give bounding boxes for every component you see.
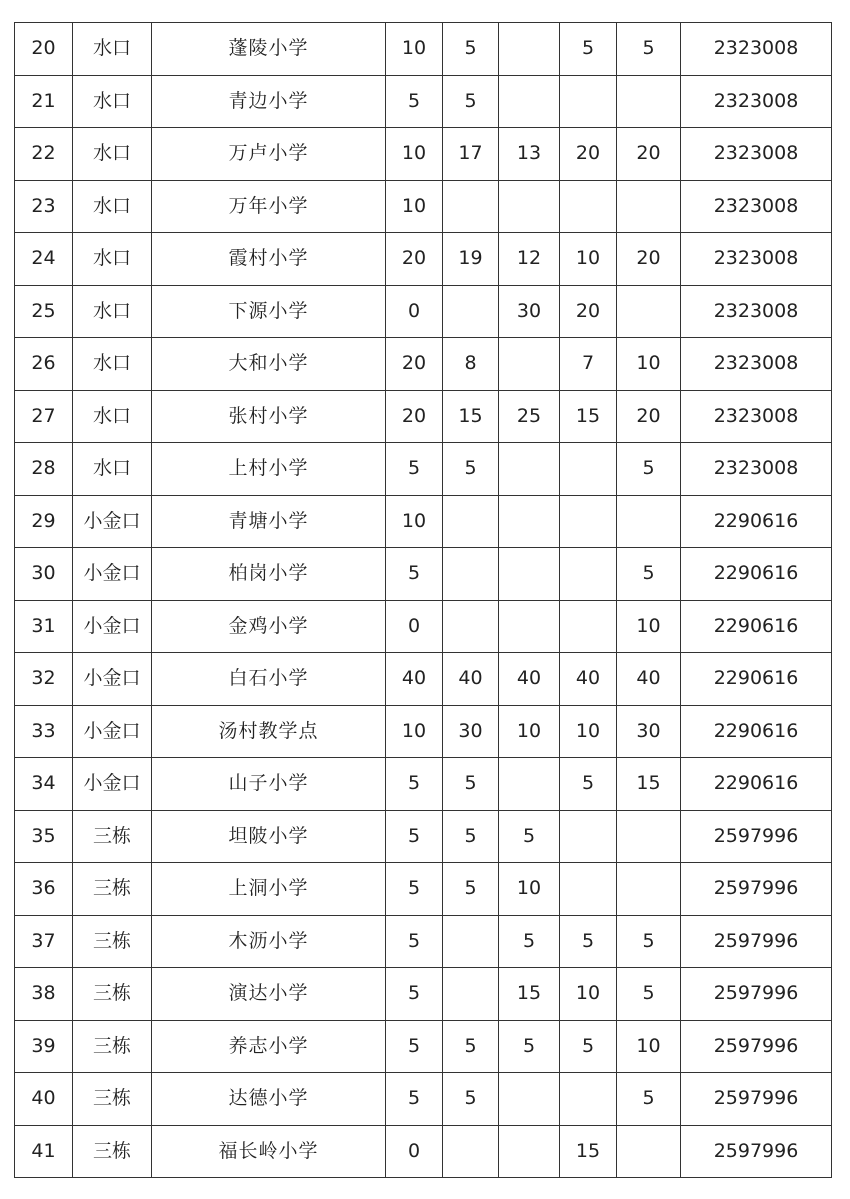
row-number-cell: 20 bbox=[15, 23, 73, 76]
value-1-cell: 5 bbox=[386, 863, 443, 916]
value-4-cell: 15 bbox=[560, 390, 617, 443]
value-1-cell: 5 bbox=[386, 443, 443, 496]
code-cell: 2323008 bbox=[681, 390, 832, 443]
value-3-cell: 12 bbox=[499, 233, 560, 286]
school-name-cell: 汤村教学点 bbox=[152, 705, 386, 758]
town-cell: 水口 bbox=[73, 390, 152, 443]
value-3-cell bbox=[499, 1073, 560, 1126]
school-name-cell: 福长岭小学 bbox=[152, 1125, 386, 1178]
value-2-cell: 19 bbox=[443, 233, 499, 286]
value-5-cell: 5 bbox=[617, 1073, 681, 1126]
code-cell: 2290616 bbox=[681, 653, 832, 706]
value-2-cell: 17 bbox=[443, 128, 499, 181]
row-number-cell: 22 bbox=[15, 128, 73, 181]
value-4-cell bbox=[560, 180, 617, 233]
value-3-cell: 30 bbox=[499, 285, 560, 338]
value-3-cell bbox=[499, 600, 560, 653]
code-cell: 2597996 bbox=[681, 863, 832, 916]
table-row bbox=[15, 233, 832, 286]
row-number-cell: 27 bbox=[15, 390, 73, 443]
table-row bbox=[15, 548, 832, 601]
town-cell: 水口 bbox=[73, 75, 152, 128]
value-4-cell bbox=[560, 443, 617, 496]
table-row bbox=[15, 180, 832, 233]
town-cell: 水口 bbox=[73, 128, 152, 181]
code-cell: 2323008 bbox=[681, 233, 832, 286]
value-4-cell bbox=[560, 863, 617, 916]
table-row bbox=[15, 338, 832, 391]
value-1-cell: 5 bbox=[386, 915, 443, 968]
value-2-cell: 8 bbox=[443, 338, 499, 391]
value-1-cell: 5 bbox=[386, 1073, 443, 1126]
value-4-cell: 20 bbox=[560, 285, 617, 338]
row-number-cell: 37 bbox=[15, 915, 73, 968]
value-2-cell bbox=[443, 1125, 499, 1178]
value-5-cell bbox=[617, 863, 681, 916]
value-4-cell: 5 bbox=[560, 23, 617, 76]
row-number-cell: 23 bbox=[15, 180, 73, 233]
value-3-cell bbox=[499, 23, 560, 76]
school-name-cell: 金鸡小学 bbox=[152, 600, 386, 653]
school-name-cell: 万年小学 bbox=[152, 180, 386, 233]
value-3-cell: 13 bbox=[499, 128, 560, 181]
value-5-cell: 20 bbox=[617, 128, 681, 181]
value-5-cell bbox=[617, 75, 681, 128]
row-number-cell: 29 bbox=[15, 495, 73, 548]
value-4-cell: 5 bbox=[560, 1020, 617, 1073]
school-name-cell: 坦陂小学 bbox=[152, 810, 386, 863]
town-cell: 小金口 bbox=[73, 495, 152, 548]
value-5-cell: 40 bbox=[617, 653, 681, 706]
code-cell: 2597996 bbox=[681, 1020, 832, 1073]
town-cell: 水口 bbox=[73, 443, 152, 496]
table-row bbox=[15, 390, 832, 443]
code-cell: 2323008 bbox=[681, 180, 832, 233]
town-cell: 水口 bbox=[73, 23, 152, 76]
value-5-cell: 20 bbox=[617, 233, 681, 286]
value-5-cell bbox=[617, 1125, 681, 1178]
value-1-cell: 10 bbox=[386, 495, 443, 548]
value-5-cell bbox=[617, 495, 681, 548]
value-2-cell: 15 bbox=[443, 390, 499, 443]
row-number-cell: 28 bbox=[15, 443, 73, 496]
value-4-cell: 5 bbox=[560, 758, 617, 811]
value-2-cell bbox=[443, 285, 499, 338]
town-cell: 三栋 bbox=[73, 968, 152, 1021]
school-name-cell: 山子小学 bbox=[152, 758, 386, 811]
school-name-cell: 下源小学 bbox=[152, 285, 386, 338]
code-cell: 2290616 bbox=[681, 600, 832, 653]
value-2-cell: 40 bbox=[443, 653, 499, 706]
value-1-cell: 5 bbox=[386, 548, 443, 601]
school-name-cell: 养志小学 bbox=[152, 1020, 386, 1073]
value-5-cell: 20 bbox=[617, 390, 681, 443]
school-name-cell: 上洞小学 bbox=[152, 863, 386, 916]
value-1-cell: 10 bbox=[386, 705, 443, 758]
table-row bbox=[15, 1073, 832, 1126]
value-5-cell: 10 bbox=[617, 600, 681, 653]
table-row bbox=[15, 600, 832, 653]
code-cell: 2290616 bbox=[681, 758, 832, 811]
table-row bbox=[15, 443, 832, 496]
value-1-cell: 5 bbox=[386, 1020, 443, 1073]
value-5-cell: 5 bbox=[617, 443, 681, 496]
school-name-cell: 演达小学 bbox=[152, 968, 386, 1021]
table-row bbox=[15, 75, 832, 128]
value-4-cell bbox=[560, 600, 617, 653]
row-number-cell: 26 bbox=[15, 338, 73, 391]
school-allocation-table bbox=[14, 22, 832, 1178]
value-2-cell: 5 bbox=[443, 758, 499, 811]
row-number-cell: 33 bbox=[15, 705, 73, 758]
value-1-cell: 10 bbox=[386, 128, 443, 181]
value-4-cell bbox=[560, 1073, 617, 1126]
value-1-cell: 5 bbox=[386, 75, 443, 128]
code-cell: 2597996 bbox=[681, 915, 832, 968]
value-5-cell: 10 bbox=[617, 338, 681, 391]
value-3-cell: 25 bbox=[499, 390, 560, 443]
town-cell: 水口 bbox=[73, 180, 152, 233]
row-number-cell: 25 bbox=[15, 285, 73, 338]
value-4-cell: 20 bbox=[560, 128, 617, 181]
row-number-cell: 34 bbox=[15, 758, 73, 811]
value-4-cell: 7 bbox=[560, 338, 617, 391]
code-cell: 2290616 bbox=[681, 548, 832, 601]
row-number-cell: 35 bbox=[15, 810, 73, 863]
school-name-cell: 万卢小学 bbox=[152, 128, 386, 181]
table-row bbox=[15, 1125, 832, 1178]
row-number-cell: 39 bbox=[15, 1020, 73, 1073]
value-5-cell bbox=[617, 810, 681, 863]
town-cell: 三栋 bbox=[73, 863, 152, 916]
value-5-cell: 5 bbox=[617, 915, 681, 968]
value-3-cell: 5 bbox=[499, 1020, 560, 1073]
town-cell: 水口 bbox=[73, 233, 152, 286]
table-row bbox=[15, 758, 832, 811]
value-1-cell: 5 bbox=[386, 758, 443, 811]
value-2-cell: 5 bbox=[443, 1020, 499, 1073]
value-3-cell bbox=[499, 180, 560, 233]
code-cell: 2323008 bbox=[681, 285, 832, 338]
value-2-cell: 5 bbox=[443, 75, 499, 128]
school-name-cell: 张村小学 bbox=[152, 390, 386, 443]
school-name-cell: 白石小学 bbox=[152, 653, 386, 706]
value-1-cell: 5 bbox=[386, 810, 443, 863]
code-cell: 2323008 bbox=[681, 23, 832, 76]
town-cell: 三栋 bbox=[73, 1073, 152, 1126]
value-3-cell bbox=[499, 75, 560, 128]
value-5-cell: 15 bbox=[617, 758, 681, 811]
row-number-cell: 41 bbox=[15, 1125, 73, 1178]
table-row bbox=[15, 23, 832, 76]
value-4-cell bbox=[560, 495, 617, 548]
code-cell: 2323008 bbox=[681, 128, 832, 181]
code-cell: 2323008 bbox=[681, 75, 832, 128]
value-3-cell bbox=[499, 1125, 560, 1178]
value-3-cell: 40 bbox=[499, 653, 560, 706]
value-5-cell: 10 bbox=[617, 1020, 681, 1073]
school-name-cell: 柏岗小学 bbox=[152, 548, 386, 601]
value-2-cell: 5 bbox=[443, 443, 499, 496]
value-2-cell bbox=[443, 495, 499, 548]
table-row bbox=[15, 705, 832, 758]
table-row bbox=[15, 915, 832, 968]
value-3-cell: 10 bbox=[499, 705, 560, 758]
value-4-cell bbox=[560, 75, 617, 128]
value-4-cell bbox=[560, 810, 617, 863]
value-2-cell bbox=[443, 968, 499, 1021]
value-5-cell: 5 bbox=[617, 23, 681, 76]
code-cell: 2323008 bbox=[681, 443, 832, 496]
school-name-cell: 木沥小学 bbox=[152, 915, 386, 968]
value-3-cell: 15 bbox=[499, 968, 560, 1021]
value-1-cell: 10 bbox=[386, 23, 443, 76]
table-body bbox=[15, 23, 832, 1178]
value-4-cell: 10 bbox=[560, 968, 617, 1021]
value-1-cell: 0 bbox=[386, 285, 443, 338]
town-cell: 小金口 bbox=[73, 600, 152, 653]
table-row bbox=[15, 128, 832, 181]
table-row bbox=[15, 863, 832, 916]
value-4-cell: 10 bbox=[560, 705, 617, 758]
code-cell: 2597996 bbox=[681, 1125, 832, 1178]
table-row bbox=[15, 495, 832, 548]
value-4-cell: 40 bbox=[560, 653, 617, 706]
value-1-cell: 5 bbox=[386, 968, 443, 1021]
code-cell: 2323008 bbox=[681, 338, 832, 391]
school-name-cell: 青塘小学 bbox=[152, 495, 386, 548]
value-2-cell bbox=[443, 548, 499, 601]
school-name-cell: 青边小学 bbox=[152, 75, 386, 128]
value-2-cell bbox=[443, 915, 499, 968]
value-5-cell: 5 bbox=[617, 968, 681, 1021]
value-1-cell: 20 bbox=[386, 390, 443, 443]
town-cell: 三栋 bbox=[73, 810, 152, 863]
town-cell: 小金口 bbox=[73, 653, 152, 706]
town-cell: 小金口 bbox=[73, 548, 152, 601]
value-3-cell: 10 bbox=[499, 863, 560, 916]
row-number-cell: 24 bbox=[15, 233, 73, 286]
code-cell: 2597996 bbox=[681, 968, 832, 1021]
town-cell: 三栋 bbox=[73, 915, 152, 968]
value-4-cell bbox=[560, 548, 617, 601]
school-name-cell: 蓬陵小学 bbox=[152, 23, 386, 76]
table-row bbox=[15, 1020, 832, 1073]
code-cell: 2597996 bbox=[681, 1073, 832, 1126]
value-3-cell bbox=[499, 548, 560, 601]
table-row bbox=[15, 810, 832, 863]
value-2-cell: 5 bbox=[443, 1073, 499, 1126]
value-1-cell: 0 bbox=[386, 1125, 443, 1178]
value-4-cell: 10 bbox=[560, 233, 617, 286]
value-2-cell: 5 bbox=[443, 810, 499, 863]
value-5-cell bbox=[617, 285, 681, 338]
table-row bbox=[15, 968, 832, 1021]
value-2-cell bbox=[443, 180, 499, 233]
value-2-cell bbox=[443, 600, 499, 653]
table-row bbox=[15, 653, 832, 706]
value-1-cell: 20 bbox=[386, 233, 443, 286]
value-1-cell: 40 bbox=[386, 653, 443, 706]
value-1-cell: 20 bbox=[386, 338, 443, 391]
value-4-cell: 15 bbox=[560, 1125, 617, 1178]
value-4-cell: 5 bbox=[560, 915, 617, 968]
value-2-cell: 30 bbox=[443, 705, 499, 758]
town-cell: 小金口 bbox=[73, 705, 152, 758]
town-cell: 水口 bbox=[73, 338, 152, 391]
town-cell: 三栋 bbox=[73, 1125, 152, 1178]
value-5-cell: 5 bbox=[617, 548, 681, 601]
value-3-cell bbox=[499, 495, 560, 548]
value-2-cell: 5 bbox=[443, 23, 499, 76]
value-2-cell: 5 bbox=[443, 863, 499, 916]
row-number-cell: 31 bbox=[15, 600, 73, 653]
town-cell: 三栋 bbox=[73, 1020, 152, 1073]
row-number-cell: 38 bbox=[15, 968, 73, 1021]
value-3-cell bbox=[499, 338, 560, 391]
table-row bbox=[15, 285, 832, 338]
row-number-cell: 40 bbox=[15, 1073, 73, 1126]
value-3-cell: 5 bbox=[499, 810, 560, 863]
value-5-cell: 30 bbox=[617, 705, 681, 758]
row-number-cell: 32 bbox=[15, 653, 73, 706]
code-cell: 2597996 bbox=[681, 810, 832, 863]
value-3-cell bbox=[499, 758, 560, 811]
town-cell: 水口 bbox=[73, 285, 152, 338]
code-cell: 2290616 bbox=[681, 705, 832, 758]
row-number-cell: 21 bbox=[15, 75, 73, 128]
code-cell: 2290616 bbox=[681, 495, 832, 548]
school-name-cell: 上村小学 bbox=[152, 443, 386, 496]
value-3-cell bbox=[499, 443, 560, 496]
value-5-cell bbox=[617, 180, 681, 233]
school-name-cell: 霞村小学 bbox=[152, 233, 386, 286]
school-name-cell: 大和小学 bbox=[152, 338, 386, 391]
value-3-cell: 5 bbox=[499, 915, 560, 968]
value-1-cell: 0 bbox=[386, 600, 443, 653]
row-number-cell: 30 bbox=[15, 548, 73, 601]
town-cell: 小金口 bbox=[73, 758, 152, 811]
value-1-cell: 10 bbox=[386, 180, 443, 233]
school-name-cell: 达德小学 bbox=[152, 1073, 386, 1126]
row-number-cell: 36 bbox=[15, 863, 73, 916]
